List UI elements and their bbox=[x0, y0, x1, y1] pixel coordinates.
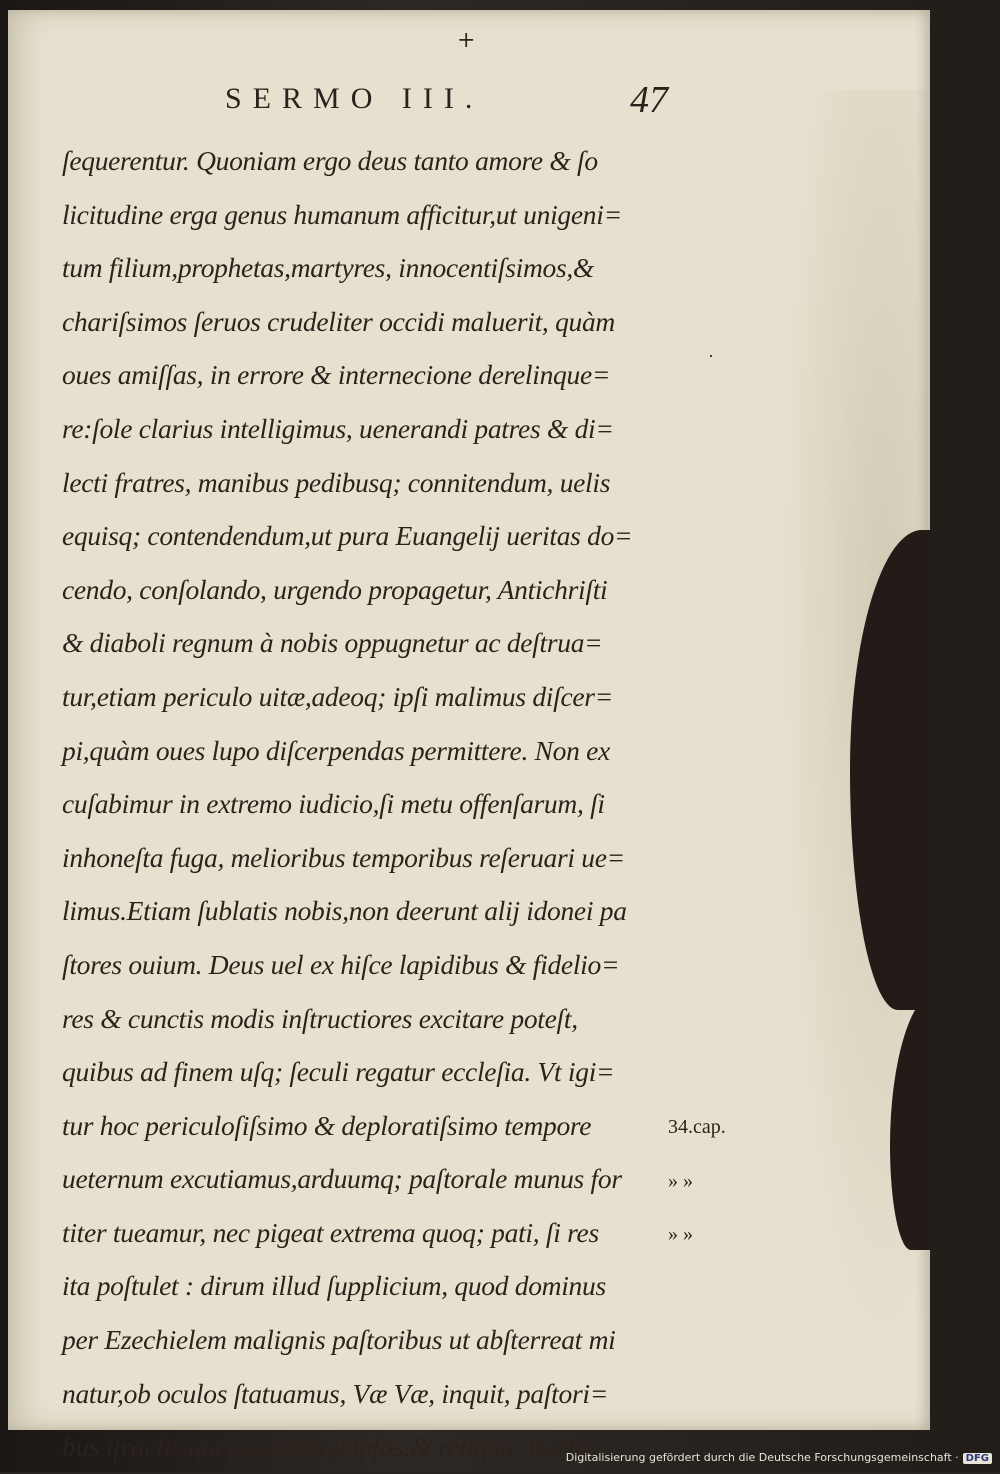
text-line: & diaboli regnum à nobis oppugnetur ac deſtrua= bbox=[62, 627, 603, 659]
margin-citation: 34.cap. bbox=[668, 1116, 726, 1138]
text-line: cuſabimur in extremo iudicio,ſi metu offenſarum, ſi bbox=[62, 788, 605, 820]
text-line: re:ſole clarius intelligimus, uenerandi patres & di= bbox=[62, 412, 614, 444]
text-line: tur hoc periculoſiſsimo & deploratiſsimo tempore bbox=[62, 1109, 592, 1141]
credit-text: Digitalisierung gefördert durch die Deutsche Forschungsgemeinschaft · bbox=[565, 1451, 959, 1464]
dfg-logo: DFG bbox=[963, 1453, 992, 1464]
running-head: SERMO III. bbox=[225, 82, 484, 115]
text-line: natur,ob oculos ſtatuamus, Væ Væ, inquit, paſtori= bbox=[62, 1377, 608, 1409]
digitization-credit bbox=[566, 1451, 992, 1464]
margin-notes bbox=[668, 1101, 768, 1262]
body-text bbox=[62, 134, 702, 1474]
text-line: pi,quàm oues lupo diſcerpendas permittere. Non ex bbox=[62, 734, 610, 766]
text-line: tum filium,prophetas,martyres, innocentiſsimos,& bbox=[62, 252, 595, 284]
text-line: equisq; contendendum,ut pura Euangelij ueritas do= bbox=[62, 520, 633, 552]
text-line: limus.Etiam ſublatis nobis,non deerunt alij idonei pa bbox=[62, 895, 627, 927]
text-line: lecti fratres, manibus pedibusq; connitendum, uelis bbox=[62, 466, 611, 498]
text-line: ſequerentur. Quoniam ergo deus tanto amore & ſo bbox=[62, 145, 598, 176]
text-line: res & cunctis modis inſtructiores excitare poteſt, bbox=[62, 1002, 578, 1034]
margin-quote-mark: » » bbox=[668, 1169, 693, 1192]
text-line: inhoneſta fuga, melioribus temporibus reſeruari ue= bbox=[62, 841, 625, 873]
page-number: 47 bbox=[630, 79, 668, 121]
text-line: chariſsimos ſeruos crudeliter occidi maluerit, quàm bbox=[62, 305, 615, 337]
text-line: quibus ad finem uſq; ſeculi regatur eccleſia. Vt igi= bbox=[62, 1056, 615, 1088]
text-line: ueternum excutiamus,arduumq; paſtorale munus for bbox=[62, 1163, 622, 1195]
text-line: titer tueamur, nec pigeat extrema quoq; pati, ſi res bbox=[62, 1216, 599, 1248]
text-line: per Ezechielem malignis paſtoribus ut abſterreat mi bbox=[62, 1324, 616, 1356]
text-line: bus iſraelis,qui pauerunt ſeipſos.& reliqua. Rurſus bbox=[62, 1431, 599, 1463]
margin-quote-mark: » » bbox=[668, 1223, 693, 1246]
text-line: cendo, conſolando, urgendo propagetur, Antichriſti bbox=[62, 573, 608, 605]
text-line: ſtores ouium. Deus uel ex hiſce lapidibus & fidelio= bbox=[62, 948, 620, 980]
text-line: ita poſtulet : dirum illud ſupplicium, quod dominus bbox=[62, 1270, 606, 1302]
text-line: licitudine erga genus humanum afficitur,ut unigeni= bbox=[62, 198, 622, 230]
text-line: oues amiſſas, in errore & internecione derelinque= bbox=[62, 359, 611, 391]
signature-mark: + bbox=[457, 28, 476, 53]
text-line: tur,etiam periculo uitæ,adeoq; ipſi malimus diſcer= bbox=[62, 680, 613, 712]
margin-mark: · bbox=[708, 346, 714, 366]
